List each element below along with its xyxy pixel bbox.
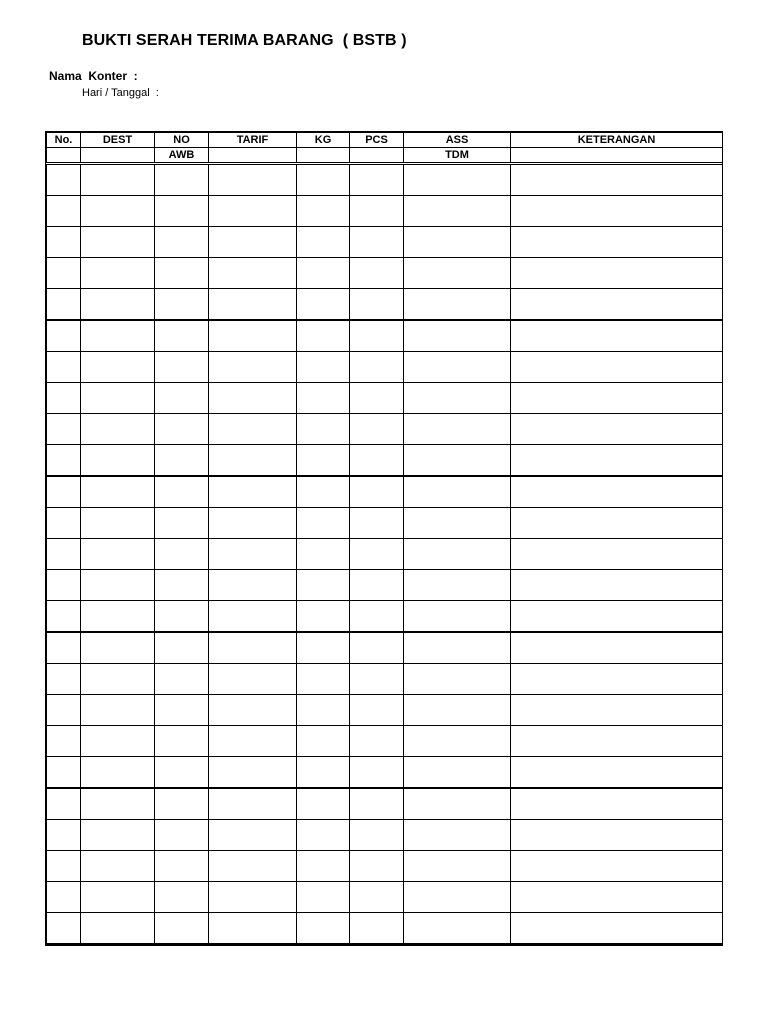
table-cell[interactable]	[47, 570, 81, 601]
table-cell[interactable]	[297, 508, 350, 539]
table-cell[interactable]	[297, 820, 350, 851]
table-cell[interactable]	[47, 508, 81, 539]
table-cell[interactable]	[511, 445, 723, 477]
table-cell[interactable]	[350, 320, 404, 352]
table-cell[interactable]	[404, 383, 511, 414]
table-cell[interactable]	[209, 258, 297, 289]
table-cell[interactable]	[209, 882, 297, 913]
table-cell[interactable]	[155, 476, 209, 508]
table-cell[interactable]	[155, 851, 209, 882]
table-cell[interactable]	[404, 508, 511, 539]
table-cell[interactable]	[155, 788, 209, 820]
table-cell[interactable]	[297, 227, 350, 258]
table-row	[47, 913, 723, 945]
table-row	[47, 165, 723, 196]
table-cell[interactable]	[47, 289, 81, 321]
document-title: BUKTI SERAH TERIMA BARANG ( BSTB )	[82, 32, 407, 49]
table-cell[interactable]	[404, 632, 511, 664]
table-cell[interactable]	[404, 757, 511, 789]
table-cell[interactable]	[155, 820, 209, 851]
table-cell[interactable]	[209, 788, 297, 820]
table-cell[interactable]	[209, 165, 297, 196]
table-cell[interactable]	[47, 476, 81, 508]
table-cell[interactable]	[155, 695, 209, 726]
table-cell[interactable]	[155, 227, 209, 258]
table-cell[interactable]	[511, 383, 723, 414]
table-cell[interactable]	[47, 383, 81, 414]
table-cell[interactable]	[81, 695, 155, 726]
table-cell[interactable]	[81, 757, 155, 789]
table-row	[47, 414, 723, 445]
table-cell[interactable]	[350, 632, 404, 664]
table-cell[interactable]	[404, 196, 511, 227]
table-cell[interactable]	[404, 320, 511, 352]
table-cell[interactable]	[404, 664, 511, 695]
table-cell[interactable]	[404, 258, 511, 289]
table-cell[interactable]	[511, 165, 723, 196]
header-dest-sub	[81, 148, 155, 163]
table-row	[47, 320, 723, 352]
table-cell[interactable]	[155, 383, 209, 414]
table-cell[interactable]	[297, 476, 350, 508]
table-cell[interactable]	[511, 601, 723, 633]
header-keterangan-sub	[511, 148, 723, 163]
table-cell[interactable]	[81, 383, 155, 414]
table-cell[interactable]	[209, 227, 297, 258]
header-tarif: TARIF	[209, 133, 297, 148]
header-tarif-sub	[209, 148, 297, 163]
table-cell[interactable]	[155, 165, 209, 196]
table-cell[interactable]	[209, 539, 297, 570]
table-cell[interactable]	[155, 320, 209, 352]
table-cell[interactable]	[511, 757, 723, 789]
table-cell[interactable]	[297, 352, 350, 383]
table-cell[interactable]	[209, 445, 297, 477]
table-cell[interactable]	[81, 788, 155, 820]
table-cell[interactable]	[47, 913, 81, 945]
table-cell[interactable]	[404, 289, 511, 321]
table-cell[interactable]	[47, 820, 81, 851]
table-cell[interactable]	[155, 196, 209, 227]
table-cell[interactable]	[209, 289, 297, 321]
table-cell[interactable]	[81, 664, 155, 695]
table-cell[interactable]	[404, 570, 511, 601]
table-cell[interactable]	[47, 726, 81, 757]
table-row	[47, 820, 723, 851]
table-cell[interactable]	[81, 445, 155, 477]
table-row	[47, 445, 723, 477]
table-cell[interactable]	[350, 445, 404, 477]
header-row-2	[47, 148, 723, 163]
table-cell[interactable]	[350, 227, 404, 258]
header-kg-sub	[297, 148, 350, 163]
table-cell[interactable]	[81, 227, 155, 258]
table-cell[interactable]	[209, 664, 297, 695]
table-row	[47, 664, 723, 695]
table-cell[interactable]	[350, 757, 404, 789]
table-cell[interactable]	[155, 601, 209, 633]
table-cell[interactable]	[350, 165, 404, 196]
table-cell[interactable]	[511, 632, 723, 664]
table-cell[interactable]	[47, 851, 81, 882]
table-row	[47, 352, 723, 383]
table-cell[interactable]	[511, 227, 723, 258]
table-cell[interactable]	[511, 539, 723, 570]
table-cell[interactable]	[47, 882, 81, 913]
table-row	[47, 570, 723, 601]
table-cell[interactable]	[511, 508, 723, 539]
table-cell[interactable]	[81, 882, 155, 913]
table-cell[interactable]	[47, 414, 81, 445]
table-cell[interactable]	[404, 820, 511, 851]
table-cell[interactable]	[81, 289, 155, 321]
table-cell[interactable]	[209, 695, 297, 726]
table-cell[interactable]	[209, 383, 297, 414]
table-row	[47, 788, 723, 820]
table-cell[interactable]	[350, 820, 404, 851]
header-no-awb-bottom: AWB	[155, 148, 209, 163]
table-cell[interactable]	[209, 320, 297, 352]
table-cell[interactable]	[209, 757, 297, 789]
table-cell[interactable]	[47, 445, 81, 477]
header-kg: KG	[297, 133, 350, 148]
table-row	[47, 476, 723, 508]
table-cell[interactable]	[404, 414, 511, 445]
table-cell[interactable]	[81, 320, 155, 352]
table-cell[interactable]	[350, 414, 404, 445]
table-cell[interactable]	[81, 165, 155, 196]
table-cell[interactable]	[81, 196, 155, 227]
hari-tanggal-label: Hari / Tanggal :	[82, 87, 159, 99]
table-cell[interactable]	[404, 788, 511, 820]
table-cell[interactable]	[297, 695, 350, 726]
header-keterangan: KETERANGAN	[511, 133, 723, 148]
table-cell[interactable]	[155, 632, 209, 664]
table-cell[interactable]	[350, 258, 404, 289]
table-cell[interactable]	[155, 913, 209, 945]
table-cell[interactable]	[404, 695, 511, 726]
table-row	[47, 508, 723, 539]
header-ass-tdm-bottom: TDM	[404, 148, 511, 163]
table-cell[interactable]	[404, 913, 511, 945]
table-cell[interactable]	[209, 570, 297, 601]
table-cell[interactable]	[155, 289, 209, 321]
table-cell[interactable]	[81, 258, 155, 289]
table-cell[interactable]	[209, 851, 297, 882]
table-cell[interactable]	[155, 882, 209, 913]
table-cell[interactable]	[297, 320, 350, 352]
table-cell[interactable]	[81, 414, 155, 445]
table-cell[interactable]	[404, 539, 511, 570]
table-cell[interactable]	[47, 632, 81, 664]
table-cell[interactable]	[297, 632, 350, 664]
table-cell[interactable]	[47, 539, 81, 570]
table-row	[47, 383, 723, 414]
table-cell[interactable]	[81, 726, 155, 757]
table-cell[interactable]	[350, 508, 404, 539]
table-cell[interactable]	[297, 757, 350, 789]
table-cell[interactable]	[47, 227, 81, 258]
table-cell[interactable]	[209, 726, 297, 757]
table-cell[interactable]	[297, 601, 350, 633]
table-cell[interactable]	[209, 352, 297, 383]
header-pcs: PCS	[350, 133, 404, 148]
table-cell[interactable]	[81, 913, 155, 945]
table-cell[interactable]	[511, 820, 723, 851]
table-cell[interactable]	[297, 851, 350, 882]
nama-konter-label: Nama Konter :	[49, 69, 138, 83]
header-dest: DEST	[81, 133, 155, 148]
table-cell[interactable]	[350, 788, 404, 820]
table-cell[interactable]	[47, 788, 81, 820]
table-cell[interactable]	[404, 882, 511, 913]
table-cell[interactable]	[350, 664, 404, 695]
table-cell[interactable]	[47, 165, 81, 196]
table-cell[interactable]	[155, 414, 209, 445]
table-cell[interactable]	[511, 695, 723, 726]
table-cell[interactable]	[155, 570, 209, 601]
table-row	[47, 851, 723, 882]
table-cell[interactable]	[81, 632, 155, 664]
table-cell[interactable]	[297, 539, 350, 570]
table-cell[interactable]	[350, 601, 404, 633]
table-cell[interactable]	[209, 632, 297, 664]
table-cell[interactable]	[404, 851, 511, 882]
table-cell[interactable]	[297, 726, 350, 757]
table-cell[interactable]	[511, 664, 723, 695]
header-ass-tdm-top: ASS	[404, 133, 511, 148]
table-cell[interactable]	[511, 726, 723, 757]
table-row	[47, 695, 723, 726]
table-cell[interactable]	[350, 726, 404, 757]
table-cell[interactable]	[209, 414, 297, 445]
table-cell[interactable]	[350, 196, 404, 227]
table-cell[interactable]	[155, 726, 209, 757]
table-cell[interactable]	[155, 664, 209, 695]
table-cell[interactable]	[404, 352, 511, 383]
table-cell[interactable]	[350, 383, 404, 414]
table-cell[interactable]	[297, 664, 350, 695]
table-cell[interactable]	[47, 757, 81, 789]
table-cell[interactable]	[47, 352, 81, 383]
table-cell[interactable]	[81, 820, 155, 851]
table-cell[interactable]	[47, 695, 81, 726]
table-cell[interactable]	[350, 539, 404, 570]
header-row-1	[47, 133, 723, 148]
table-cell[interactable]	[81, 476, 155, 508]
table-cell[interactable]	[511, 352, 723, 383]
table-cell[interactable]	[209, 820, 297, 851]
header-pcs-sub	[350, 148, 404, 163]
table-cell[interactable]	[350, 289, 404, 321]
table-cell[interactable]	[47, 258, 81, 289]
table-cell[interactable]	[511, 196, 723, 227]
table-cell[interactable]	[404, 601, 511, 633]
form-body	[47, 165, 723, 945]
table-cell[interactable]	[404, 165, 511, 196]
table-cell[interactable]	[155, 445, 209, 477]
table-cell[interactable]	[297, 258, 350, 289]
table-cell[interactable]	[81, 570, 155, 601]
table-cell[interactable]	[297, 913, 350, 945]
table-cell[interactable]	[297, 383, 350, 414]
table-cell[interactable]	[297, 414, 350, 445]
table-cell[interactable]	[511, 289, 723, 321]
table-cell[interactable]	[81, 539, 155, 570]
table-cell[interactable]	[81, 601, 155, 633]
table-cell[interactable]	[297, 788, 350, 820]
table-cell[interactable]	[404, 445, 511, 477]
table-cell[interactable]	[47, 196, 81, 227]
header-no: No.	[47, 133, 81, 148]
table-row	[47, 882, 723, 913]
table-cell[interactable]	[47, 601, 81, 633]
table-cell[interactable]	[350, 913, 404, 945]
table-cell[interactable]	[511, 913, 723, 945]
table-cell[interactable]	[47, 664, 81, 695]
table-cell[interactable]	[350, 352, 404, 383]
bstb-table	[46, 132, 723, 945]
header-no-awb-top: NO	[155, 133, 209, 148]
table-cell[interactable]	[297, 445, 350, 477]
table-cell[interactable]	[155, 757, 209, 789]
table-cell[interactable]	[297, 882, 350, 913]
table-cell[interactable]	[209, 913, 297, 945]
table-cell[interactable]	[511, 476, 723, 508]
table-row	[47, 539, 723, 570]
table-row	[47, 227, 723, 258]
table-cell[interactable]	[209, 196, 297, 227]
table-cell[interactable]	[511, 320, 723, 352]
table-cell[interactable]	[297, 196, 350, 227]
table-cell[interactable]	[350, 570, 404, 601]
table-cell[interactable]	[350, 695, 404, 726]
table-cell[interactable]	[404, 726, 511, 757]
table-row	[47, 258, 723, 289]
table-cell[interactable]	[297, 570, 350, 601]
table-cell[interactable]	[81, 352, 155, 383]
table-row	[47, 196, 723, 227]
table-cell[interactable]	[404, 227, 511, 258]
table-cell[interactable]	[404, 476, 511, 508]
table-cell[interactable]	[511, 882, 723, 913]
table-row	[47, 726, 723, 757]
table-row	[47, 289, 723, 321]
table-cell[interactable]	[47, 320, 81, 352]
table-cell[interactable]	[297, 289, 350, 321]
table-row	[47, 632, 723, 664]
table-cell[interactable]	[209, 508, 297, 539]
table-cell[interactable]	[350, 851, 404, 882]
table-cell[interactable]	[511, 258, 723, 289]
table-cell[interactable]	[81, 851, 155, 882]
table-cell[interactable]	[209, 476, 297, 508]
bstb-form-table	[45, 131, 723, 946]
table-cell[interactable]	[209, 601, 297, 633]
table-cell[interactable]	[155, 352, 209, 383]
table-cell[interactable]	[511, 414, 723, 445]
table-cell[interactable]	[350, 476, 404, 508]
table-row	[47, 601, 723, 633]
table-cell[interactable]	[350, 882, 404, 913]
table-cell[interactable]	[297, 165, 350, 196]
table-cell[interactable]	[155, 539, 209, 570]
table-row	[47, 757, 723, 789]
table-cell[interactable]	[511, 851, 723, 882]
table-cell[interactable]	[81, 508, 155, 539]
table-cell[interactable]	[155, 508, 209, 539]
table-cell[interactable]	[511, 788, 723, 820]
table-cell[interactable]	[155, 258, 209, 289]
header-no-sub	[47, 148, 81, 163]
table-cell[interactable]	[511, 570, 723, 601]
